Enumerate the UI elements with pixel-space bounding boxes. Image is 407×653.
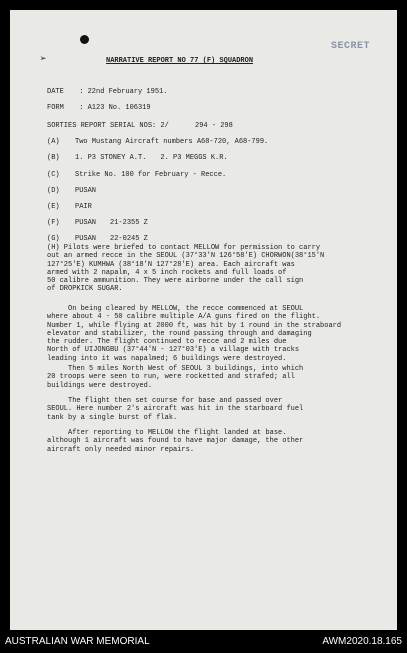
- security-stamp: SECRET: [331, 41, 371, 52]
- item-row: [47, 138, 268, 146]
- item-key: (D): [47, 187, 60, 195]
- item-value: PAIR: [75, 203, 92, 211]
- sorties-line: [47, 122, 233, 130]
- item-value: PUSAN: [75, 219, 97, 227]
- footer-id: AWM2020.18.165: [322, 636, 402, 647]
- date-label: DATE: [47, 88, 64, 96]
- item-value: Strike No. 100 for February - Recce.: [75, 171, 227, 179]
- item-value-secondary: 22-0245 Z: [110, 235, 148, 243]
- item-value-secondary: 21-2355 Z: [110, 219, 148, 227]
- item-row: [47, 235, 148, 243]
- paragraph-4: The flight then set course for base and passed over SEOUL. Here number 2's aircraft was hit in the starboard fuel tank by a single burst of flak.: [47, 397, 304, 422]
- date-line: [47, 88, 167, 96]
- item-key: (G): [47, 235, 60, 243]
- item-value-secondary: 2. P3 MEGGS K.R.: [160, 154, 228, 162]
- report-title: NARRATIVE REPORT NO 77 (F) SQUADRON: [106, 57, 254, 65]
- paragraph-3: Then 5 miles North West of SEOUL 3 buildings, into which 20 troops were seen to run, were rocketted and strafed; all buildings were destroyed.: [47, 365, 304, 390]
- item-value: PUSAN: [75, 187, 97, 195]
- item-row: [47, 219, 148, 227]
- item-key: (A): [47, 138, 60, 146]
- form-line: [47, 104, 151, 112]
- footer-bar: [0, 631, 407, 653]
- paragraph-5: After reporting to MELLOW the flight landed at base. although 1 aircraft was found to have major damage, the other aircraft only needed minor repairs.: [47, 429, 304, 454]
- sorties-value: 294 - 298: [195, 122, 233, 130]
- item-value: Two Mustang Aircraft numbers A68-720, A68-799.: [75, 138, 269, 146]
- item-key: (E): [47, 203, 60, 211]
- item-value: 1. P3 STONEY A.T.: [75, 154, 147, 162]
- item-row: [47, 154, 228, 162]
- paragraph-h: (H) Pilots were briefed to contact MELLOW for permission to carry out an armed recce in the SEOUL (37°33'N 126°58'E) CHORWON(38°15'N 127°25'E) KUMHWA (38°18'N 127°28'E) area. Each aircraft was armed with 2 napalm, 4 x 5 inch rockets and full loads of 50 calibre ammunition. They were airborne under the call sign of DROPKICK SUGAR.: [47, 244, 325, 294]
- pencil-mark-icon: ➢: [40, 54, 47, 66]
- item-row: [47, 203, 92, 211]
- item-key: (B): [47, 154, 60, 162]
- date-value: : 22nd February 1951.: [79, 88, 168, 96]
- form-label: FORM: [47, 104, 64, 112]
- form-value: : A123 No. 106319: [79, 104, 151, 112]
- item-row: [47, 187, 96, 195]
- item-value: PUSAN: [75, 235, 97, 243]
- paragraph-2: On being cleared by MELLOW, the recce commenced at SEOUL where about 4 - 50 calibre multiple A/A guns fired on the flight. Number 1, while flying at 2000 ft, was hit by 1 round in the straboard elevator and stabilizer, the round passing through and damaging the rudder. The flight continued to recce and 2 miles due North of UIJONGBU (37°44'N - 127°03'E) a village with tracks leading into it was napalmed; 6 buildings were destroyed.: [47, 305, 342, 363]
- item-key: (C): [47, 171, 60, 179]
- item-key: (F): [47, 219, 60, 227]
- punch-hole: [80, 35, 89, 44]
- sorties-label: SORTIES REPORT SERIAL NOS: 2/: [47, 122, 169, 130]
- footer-source: AUSTRALIAN WAR MEMORIAL: [5, 636, 150, 647]
- item-row: [47, 171, 226, 179]
